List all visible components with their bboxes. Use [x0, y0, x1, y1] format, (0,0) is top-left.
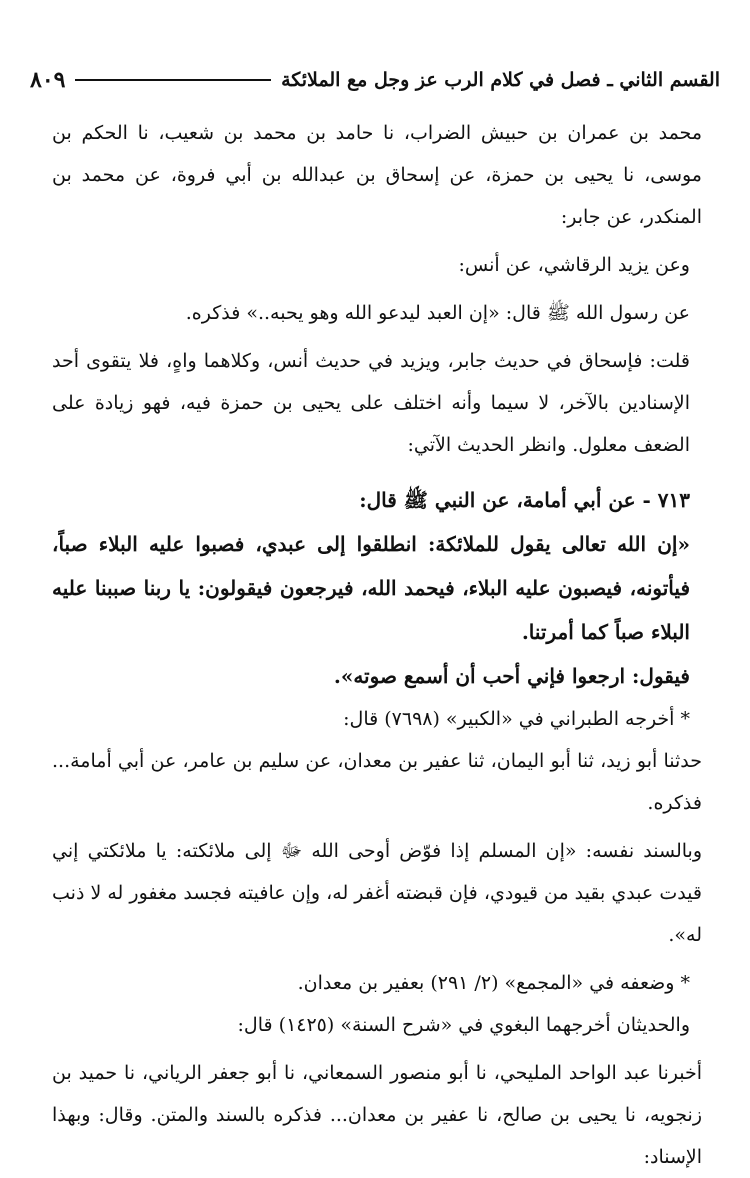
- second-hadith: وبالسند نفسه: «إن المسلم إذا فوّض أوحى الله ﷻ إلى ملائكته: يا ملائكتي إني قيدت عبدي بقيد من قيودي، فإن قبضته أغفر له، وإن عافيته فجسد مغفور له لا ذنب له».: [52, 840, 702, 946]
- hadith-713-ending: فيقول: ارجعوا فإني أحب أن أسمع صوته».: [333, 664, 690, 688]
- paragraph-author-comment: قلت: فإسحاق في حديث جابر، ويزيد في حديث أنس، وكلاهما واهٍ، فلا يتقوى أحد الإسنادين بالآخر، لا سيما وأنه اختلف على يحيى بن حمزة فيه، فهو زيادة على الضعف معلول. وانظر الحديث الآتي:: [52, 350, 690, 456]
- paragraph-hadith-text: عن رسول الله ﷺ قال: «إن العبد ليدعو الله وهو يحبه..» فذكره.: [185, 302, 690, 324]
- page-number: ٨٠٩: [30, 67, 66, 93]
- header-rule: [75, 79, 271, 81]
- hadith-713-heading: ٧١٣ - عن أبي أمامة، عن النبي ﷺ قال:: [359, 488, 690, 512]
- isnad-tabarani: حدثنا أبو زيد، ثنا أبو اليمان، ثنا عفير بن معدان، عن سليم بن عامر، عن أبي أمامة... فذكره.: [52, 750, 702, 814]
- baghawi-isnad: أخبرنا عبد الواحد المليحي، نا أبو منصور السمعاني، نا أبو جعفر الرياني، نا حميد بن زنجويه، نا يحيى بن صالح، نا عفير بن معدان... فذكره بالسند والمتن. وقال: وبهذا الإسناد:: [52, 1062, 702, 1168]
- majma-note: * وضعفه في «المجمع» (٢/ ٢٩١) بعفير بن معدان.: [297, 972, 690, 994]
- baghawi-takhrij: والحديثان أخرجهما البغوي في «شرح السنة» (١٤٢٥) قال:: [237, 1014, 690, 1036]
- running-title: القسم الثاني ـ فصل في كلام الرب عز وجل مع الملائكة: [281, 69, 720, 91]
- paragraph-isnad-anas: وعن يزيد الرقاشي، عن أنس:: [458, 254, 690, 276]
- paragraph-isnad-jabir: محمد بن عمران بن حبيش الضراب، نا حامد بن محمد بن شعيب، نا الحكم بن موسى، نا يحيى بن حمزة، عن إسحاق بن عبدالله بن أبي فروة، عن محمد بن المنكدر، عن جابر:: [52, 122, 702, 228]
- page-body: [52, 112, 702, 1178]
- takhrij-tabarani: * أخرجه الطبراني في «الكبير» (٧٦٩٨) قال:: [343, 708, 690, 730]
- page-header: [30, 62, 720, 98]
- hadith-713-text: «إن الله تعالى يقول للملائكة: انطلقوا إلى عبدي، فصبوا عليه البلاء صباً، فيأتونه، فيصبون عليه البلاء، فيحمد الله، فيرجعون فيقولون: يا ربنا صببنا عليه البلاء صباً كما أمرتنا.: [52, 532, 690, 644]
